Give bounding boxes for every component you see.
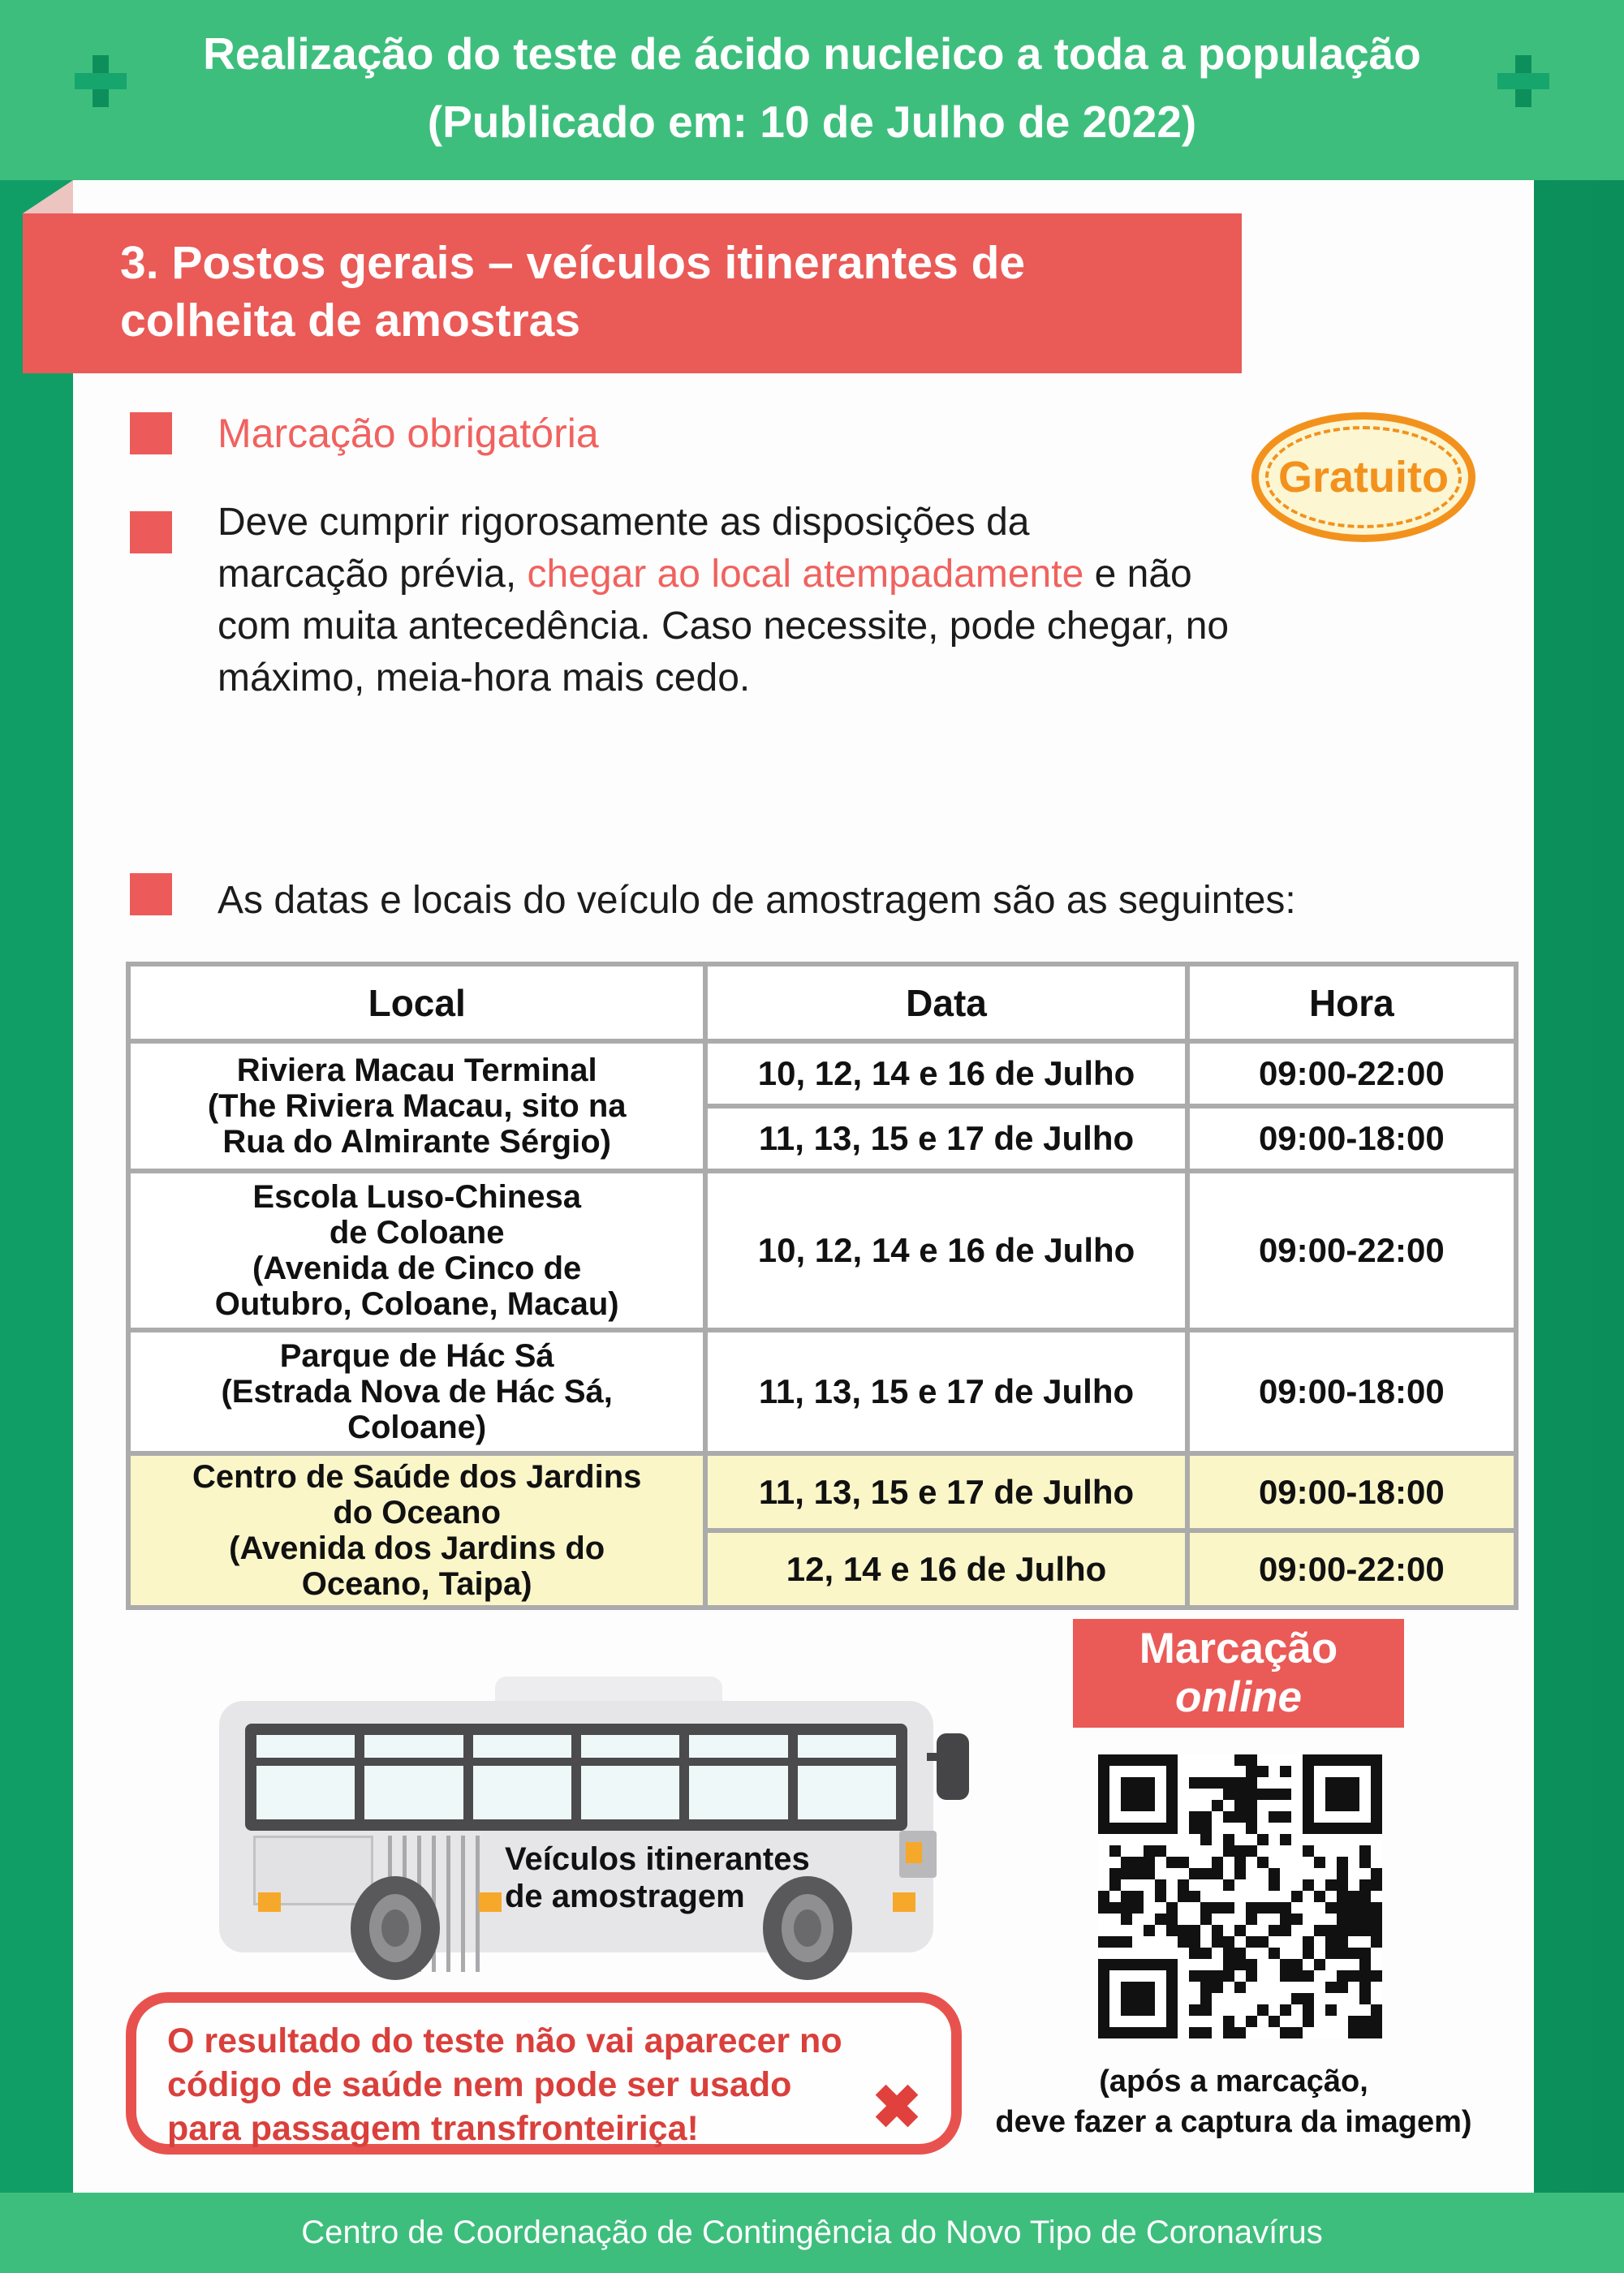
top-banner: [0, 0, 1624, 180]
bus-light-icon: [893, 1892, 915, 1912]
dates-locations-intro: As datas e locais do veículo de amostragem são as seguintes:: [218, 879, 1296, 922]
bus-wheel-icon: [351, 1876, 440, 1980]
hora-cell: 09:00-22:00: [1187, 1530, 1516, 1608]
table-row: [128, 1330, 1516, 1453]
hora-cell: 09:00-18:00: [1187, 1330, 1516, 1453]
poster-title: [0, 19, 1624, 156]
poster-title-line1: Realização do teste de ácido nucleico a toda a população: [203, 28, 1421, 79]
bullet-square-icon: [130, 511, 172, 553]
bullet-square-icon: [130, 412, 172, 454]
hora-cell: 09:00-22:00: [1187, 1041, 1516, 1106]
warning-box: [126, 1992, 962, 2155]
qr-caption-line1: (após a marcação,: [1099, 2064, 1368, 2099]
schedule-table-body: [128, 1041, 1516, 1608]
qr-code-image: [1098, 1754, 1382, 2038]
sampling-bus-illustration: [219, 1677, 974, 2001]
qr-caption: [933, 2061, 1534, 2142]
free-badge-label: Gratuito: [1278, 453, 1449, 502]
mandatory-booking-label: Marcação obrigatória: [218, 411, 599, 456]
warning-line2: código de saúde nem pode ser usado: [167, 2065, 792, 2104]
instructions-line2-pre: marcação prévia,: [218, 553, 528, 596]
bullet-square-icon: [130, 873, 172, 915]
hora-cell: 09:00-18:00: [1187, 1106, 1516, 1171]
column-header-data: Data: [705, 964, 1187, 1041]
hora-cell: 09:00-22:00: [1187, 1171, 1516, 1330]
instructions-line4: máximo, meia-hora mais cedo.: [218, 657, 751, 700]
data-cell: 12, 14 e 16 de Julho: [705, 1530, 1187, 1608]
bus-windows: [245, 1724, 907, 1831]
bus-light-icon: [479, 1892, 502, 1912]
warning-line3: para passagem transfronteiriça!: [167, 2109, 699, 2148]
poster-title-line2: (Publicado em: 10 de Julho de 2022): [427, 97, 1197, 147]
warning-text: [167, 2019, 873, 2150]
bus-light-icon: [258, 1892, 281, 1912]
section-title: 3. Postos gerais – veículos itinerantes de colheita de amostras: [120, 237, 1026, 347]
instructions-line2-post: e não: [1083, 553, 1192, 596]
section-ribbon: [23, 213, 1242, 373]
data-cell: 11, 13, 15 e 17 de Julho: [705, 1330, 1187, 1453]
page-fold-corner: [23, 180, 73, 213]
table-row: [128, 1171, 1516, 1330]
data-cell: 11, 13, 15 e 17 de Julho: [705, 1453, 1187, 1530]
online-booking-line1: Marcação: [1139, 1625, 1338, 1672]
column-header-local: Local: [128, 964, 705, 1041]
bus-wheel-icon: [763, 1876, 852, 1980]
location-cell: Escola Luso-Chinesa de Coloane (Avenida de Cinco de Outubro, Coloane, Macau): [128, 1171, 705, 1330]
bus-side-label: [505, 1840, 810, 1915]
warning-line1: O resultado do teste não vai aparecer no: [167, 2021, 842, 2060]
online-booking-line2: online: [1174, 1673, 1303, 1721]
bus-label-line2: de amostragem: [505, 1879, 745, 1914]
arrive-on-time-highlight: chegar ao local atempadamente: [527, 553, 1084, 596]
column-header-hora: Hora: [1187, 964, 1516, 1041]
instructions-line3: com muita antecedência. Caso necessite, pode chegar, no: [218, 605, 1230, 648]
location-cell: Centro de Saúde dos Jardins do Oceano (Avenida dos Jardins do Oceano, Taipa): [128, 1453, 705, 1608]
schedule-table-head: [128, 964, 1516, 1041]
schedule-table: [126, 962, 1518, 1610]
footer-text: Centro de Coordenação de Contingência do Novo Tipo de Coronavírus: [301, 2215, 1323, 2250]
schedule-table-container: [126, 962, 1518, 1610]
location-cell: Parque de Hác Sá (Estrada Nova de Hác Sá, Coloane): [128, 1330, 705, 1453]
data-cell: 10, 12, 14 e 16 de Julho: [705, 1041, 1187, 1106]
data-cell: 11, 13, 15 e 17 de Julho: [705, 1106, 1187, 1171]
qr-caption-line2: deve fazer a captura da imagem): [995, 2105, 1472, 2139]
table-row: [128, 1453, 1516, 1530]
table-row: [128, 1041, 1516, 1106]
booking-instructions: [218, 497, 1435, 704]
footer-bar: [0, 2193, 1624, 2273]
bus-mirror-icon: [937, 1733, 969, 1800]
online-booking-box: [1073, 1619, 1404, 1728]
data-cell: 10, 12, 14 e 16 de Julho: [705, 1171, 1187, 1330]
x-mark-icon: ✖: [871, 2073, 922, 2141]
bus-label-line1: Veículos itinerantes: [505, 1841, 810, 1877]
location-cell: Riviera Macau Terminal (The Riviera Macau, sito na Rua do Almirante Sérgio): [128, 1041, 705, 1171]
hora-cell: 09:00-18:00: [1187, 1453, 1516, 1530]
bus-side-marker: [899, 1831, 937, 1878]
instructions-line1: Deve cumprir rigorosamente as disposições da: [218, 501, 1030, 544]
